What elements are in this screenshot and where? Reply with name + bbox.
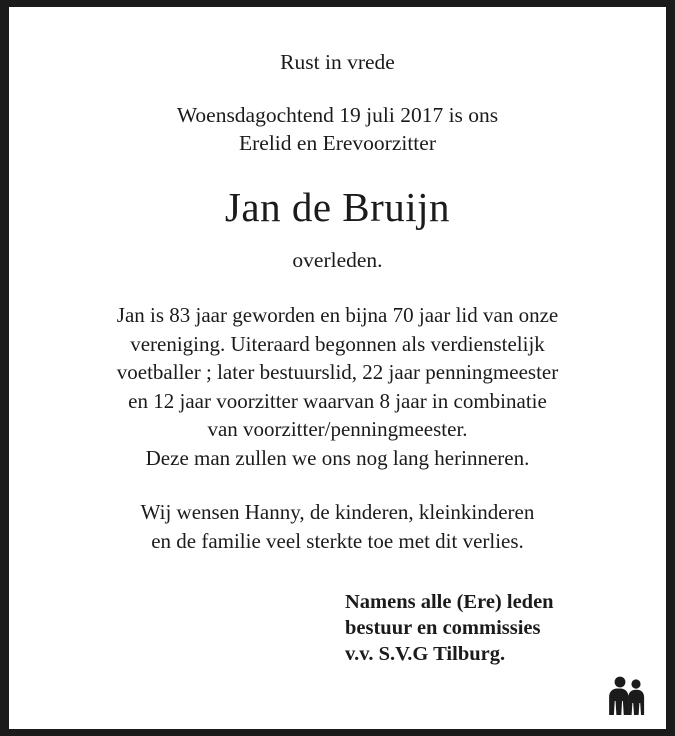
tribute-line: Deze man zullen we ons nog lang herinneren. bbox=[145, 445, 530, 470]
intro-line-1: Woensdagochtend 19 juli 2017 is ons bbox=[176, 103, 499, 127]
intro-line-2: Erelid en Erevoorzitter bbox=[239, 131, 436, 155]
notice-content bbox=[9, 7, 666, 729]
deceased-name: Jan de Bruijn bbox=[224, 184, 451, 230]
signature-line: v.v. S.V.G Tilburg. bbox=[345, 643, 506, 665]
condolence-paragraph bbox=[37, 498, 638, 555]
tribute-line: voetballer ; later bestuurslid, 22 jaar penningmeester bbox=[116, 360, 559, 384]
condolence-line: en de familie veel sterkte toe met dit verlies. bbox=[151, 528, 524, 553]
passed-away-text: overleden. bbox=[292, 248, 383, 272]
mourning-figures-icon bbox=[602, 669, 652, 719]
tribute-paragraph bbox=[37, 301, 638, 472]
opening-phrase: Rust in vrede bbox=[280, 50, 395, 74]
tribute-line: en 12 jaar voorzitter waarvan 8 jaar in combinatie bbox=[128, 388, 547, 413]
signature-line: bestuur en commissies bbox=[345, 617, 541, 639]
tribute-line: van voorzitter/penningmeester. bbox=[207, 417, 468, 441]
signature-block bbox=[37, 589, 638, 667]
condolence-line: Wij wensen Hanny, de kinderen, kleinkinderen bbox=[140, 500, 535, 524]
tribute-line: vereniging. Uiteraard begonnen als verdienstelijk bbox=[130, 331, 545, 356]
signature-line: Namens alle (Ere) leden bbox=[345, 591, 554, 613]
tribute-line: Jan is 83 jaar geworden en bijna 70 jaar lid van onze bbox=[116, 303, 559, 327]
